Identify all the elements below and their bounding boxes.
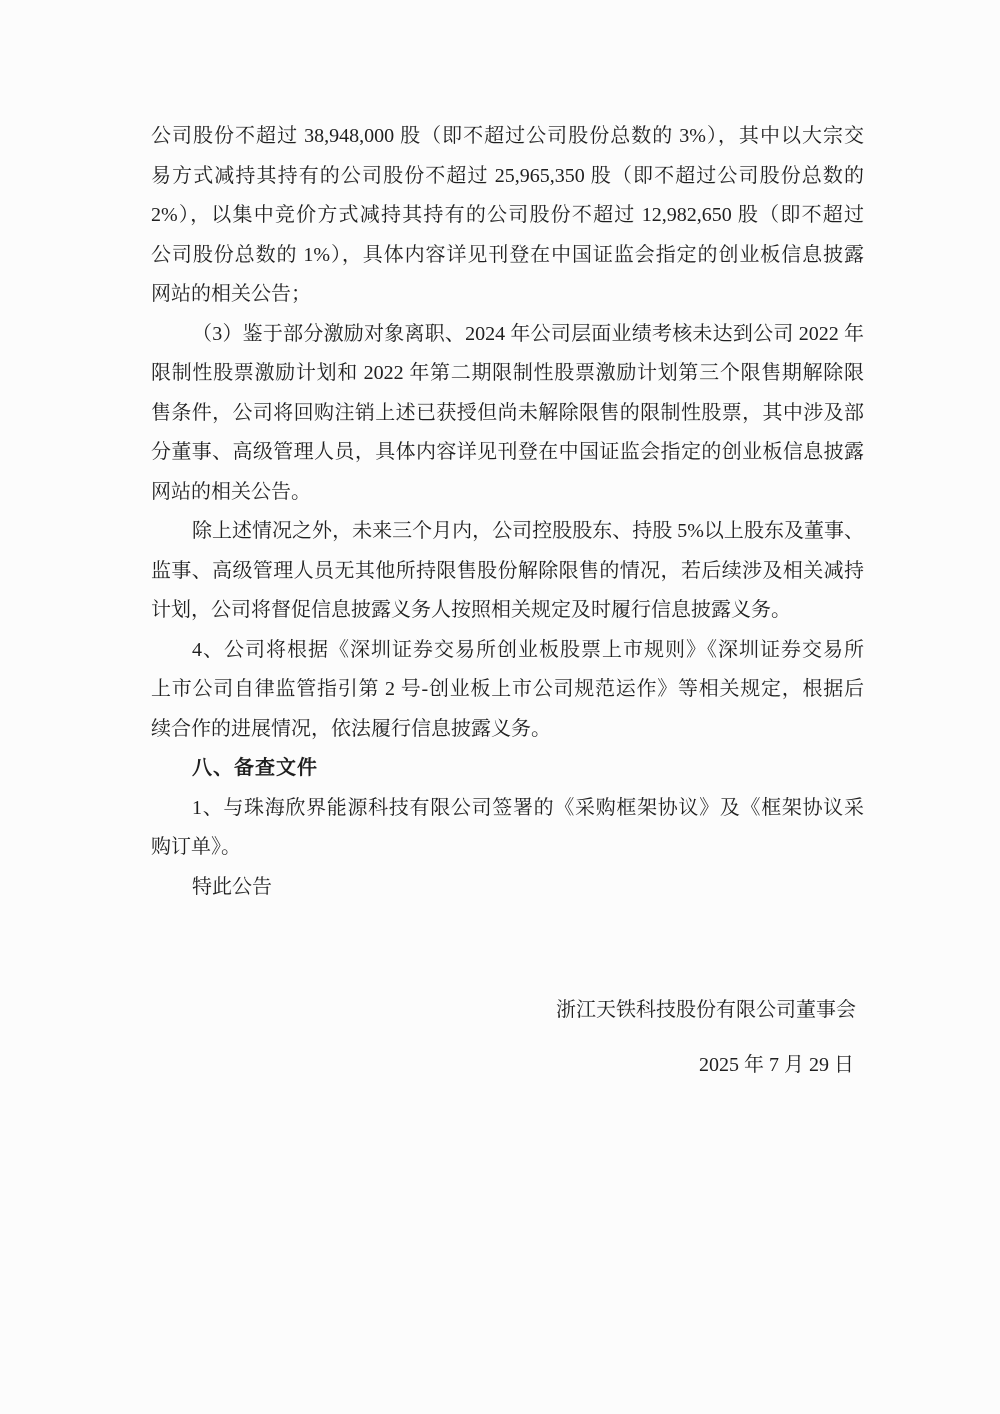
para-share-reduction-limits [151,117,864,315]
text-line: 公司股份不超过 38,948,000 股（即不超过公司股份总数的 3%），其中以大宗交 [151,125,864,147]
text-line: 限制性股票激励计划和 2022 年第二期限制性股票激励计划第三个限售期解除限 [151,362,864,384]
text-line: 4、公司将根据《深圳证券交易所创业板股票上市规则》《深圳证券交易所 [192,638,864,661]
text-line: 特此公告 [192,875,272,898]
text-line: （3）鉴于部分激励对象离职、2024 年公司层面业绩考核未达到公司 2022 年 [192,322,864,345]
text-line: 上市公司自律监管指引第 2 号-创业板上市公司规范运作》等相关规定，根据后 [151,678,864,700]
text-line: 监事、高级管理人员无其他所持限售股份解除限售的情况，若后续涉及相关减持 [151,559,864,582]
text-line: 计划，公司将督促信息披露义务人按照相关规定及时履行信息披露义务。 [151,599,791,621]
text-line: 2%），以集中竞价方式减持其持有的公司股份不超过 12,982,650 股（即不超过 [151,204,864,226]
text-line: 1、与珠海欣界能源科技有限公司签署的《采购框架协议》及《框架协议采 [192,796,864,819]
document-content [151,117,864,1085]
text-line: 除上述情况之外，未来三个月内，公司控股股东、持股 5%以上股东及董事、 [192,520,864,542]
text-line: 网站的相关公告。 [151,480,311,503]
signature-block [151,991,864,1085]
signature-company: 浙江天铁科技股份有限公司董事会 [556,999,856,1021]
para-other-shareholders-no-release [151,512,864,631]
text-line: 网站的相关公告； [151,283,311,305]
signature-date: 2025 年 7 月 29 日 [699,1053,854,1076]
text-line: 分董事、高级管理人员，具体内容详见刊登在中国证监会指定的创业板信息披露 [151,441,864,463]
para-hereby-announced [151,868,864,908]
heading-backup-documents [151,749,864,789]
text-line: 续合作的进展情况，依法履行信息披露义务。 [151,717,551,740]
paragraphs-container [151,117,864,907]
para-backup-document-1 [151,789,864,868]
text-line: 易方式减持其持有的公司股份不超过 25,965,350 股（即不超过公司股份总数的 [151,164,864,187]
para-item-4-disclosure-obligation [151,631,864,750]
para-item-3-restricted-stock-repurchase [151,315,864,513]
text-line: 售条件，公司将回购注销上述已获授但尚未解除限售的限制性股票，其中涉及部 [151,401,864,424]
text-line: 购订单》。 [151,836,241,858]
text-line: 公司股份总数的 1%），具体内容详见刊登在中国证监会指定的创业板信息披露 [151,243,864,266]
text-line: 八、备查文件 [192,757,318,779]
